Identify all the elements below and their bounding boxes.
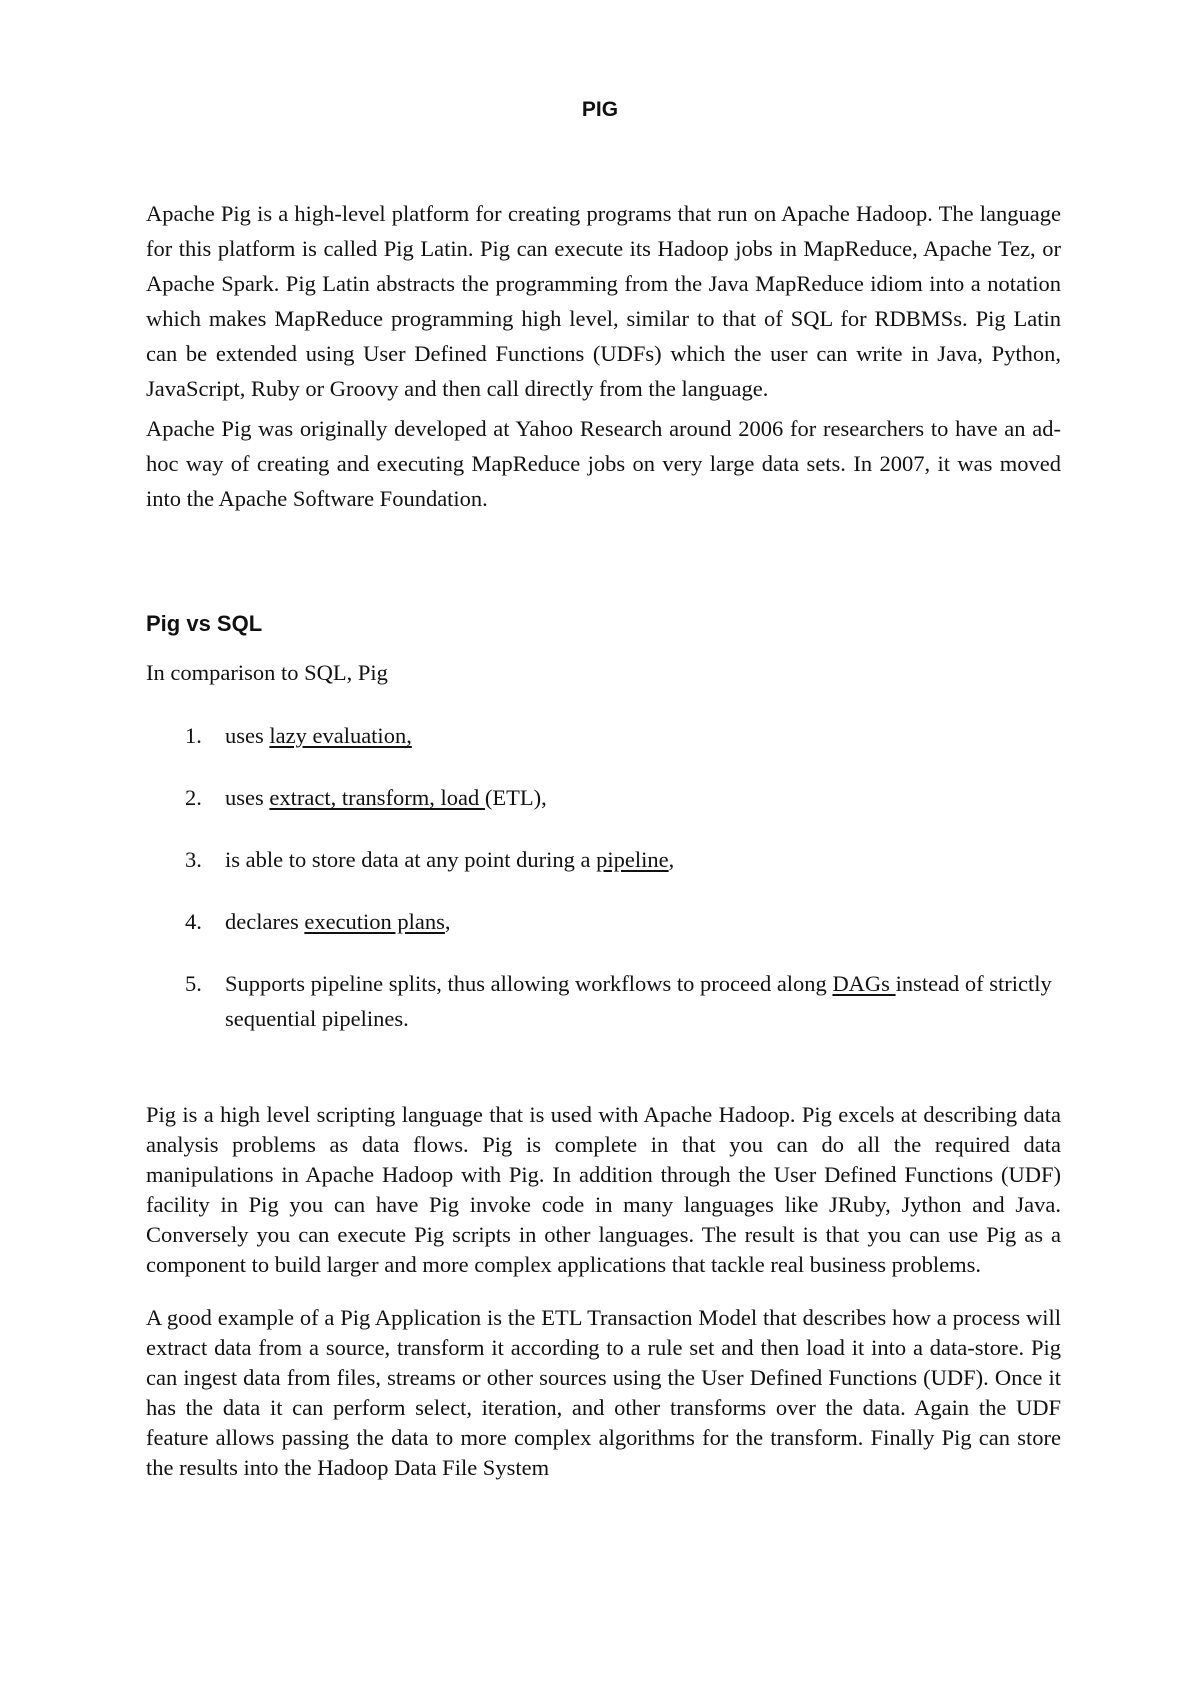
list-text: uses — [225, 785, 270, 810]
dags-link[interactable]: DAGs — [832, 971, 896, 996]
body-section — [146, 1100, 1061, 1506]
list-number: 4. — [185, 909, 202, 934]
list-text: (ETL), — [484, 785, 547, 810]
list-text: , — [668, 847, 675, 872]
body-paragraph-2: A good example of a Pig Application is the ETL Transaction Model that describes how a process will extract data from a source, transform it according to a rule set and then load it into a data-store. Pig can ingest data from files, streams or other sources using the User Defined Functions (UDF). Once it has the data it can perform select, iteration, and other transforms over the data. Again the UDF feature allows passing the data to more complex algorithms for the transform. Finally Pig can store the results into the Hadoop Data File System — [146, 1305, 1061, 1480]
list-number: 2. — [185, 785, 202, 810]
intro-paragraph-1: Apache Pig is a high-level platform for creating programs that run on Apache Hadoop. The language for this platform is called Pig Latin. Pig can execute its Hadoop jobs in MapReduce, Apache Tez, or Apache Spark. Pig Latin abstracts the programming from the Java MapReduce idiom into a notation which makes MapReduce programming high level, similar to that of SQL for RDBMSs. Pig Latin can be extended using User Defined Functions (UDFs) which the user can write in Java, Python, JavaScript, Ruby or Groovy and then call directly from the language. — [146, 201, 1061, 401]
lazy-evaluation-link[interactable]: lazy evaluation, — [269, 723, 412, 748]
etl-link[interactable]: extract, transform, load — [269, 785, 485, 810]
list-text: Supports pipeline splits, thus allowing workflows to proceed along — [225, 971, 833, 996]
execution-plans-link[interactable]: execution plans — [304, 909, 445, 934]
list-text: , — [444, 909, 451, 934]
list-text: instead of strictly sequential pipelines. — [225, 971, 1052, 1031]
list-number: 3. — [185, 847, 202, 872]
list-item — [185, 780, 1065, 815]
list-item — [185, 842, 1065, 877]
pipeline-link[interactable]: pipeline — [596, 847, 669, 872]
body-paragraph-1: Pig is a high level scripting language that is used with Apache Hadoop. Pig excels at describing data analysis problems as data flows. Pig is complete in that you can do all the required data manipulations in Apache Hadoop with Pig. In addition through the User Defined Functions (UDF) facility in Pig you can have Pig invoke code in many languages like JRuby, Jython and Java. Conversely you can execute Pig scripts in other languages. The result is that you can use Pig as a component to build larger and more complex applications that tackle real business problems. — [146, 1102, 1061, 1277]
list-text: uses — [225, 723, 270, 748]
intro-section — [146, 196, 1061, 521]
intro-paragraph-2: Apache Pig was originally developed at Yahoo Research around 2006 for researchers to have an ad-hoc way of creating and executing MapReduce jobs on very large data sets. In 2007, it was moved into the Apache Software Foundation. — [146, 416, 1061, 511]
list-item — [185, 904, 1065, 939]
comparison-list — [185, 718, 1065, 1063]
list-number: 5. — [185, 971, 202, 996]
page-title: PIG — [581, 98, 619, 121]
list-item — [185, 718, 1065, 753]
list-item — [185, 966, 1065, 1036]
section-heading-pig-vs-sql: Pig vs SQL — [146, 611, 263, 636]
comparison-intro: In comparison to SQL, Pig — [146, 660, 388, 685]
list-text: is able to store data at any point during a — [225, 847, 597, 872]
list-text: declares — [225, 909, 305, 934]
list-number: 1. — [185, 723, 202, 748]
